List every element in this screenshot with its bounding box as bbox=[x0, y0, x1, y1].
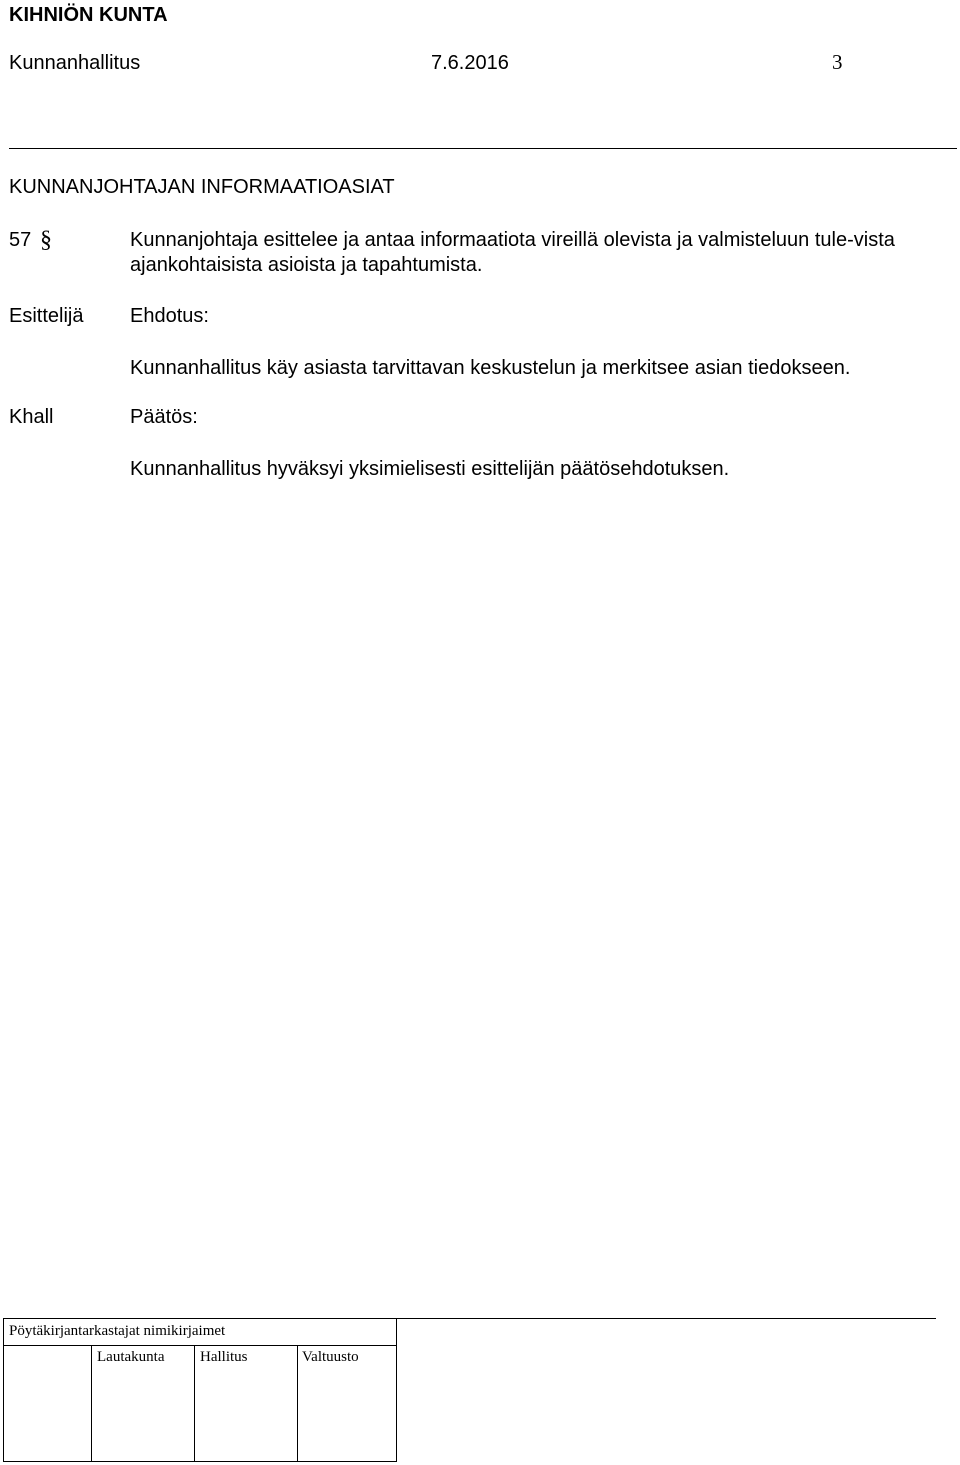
presenter-label: Esittelijä bbox=[9, 305, 84, 327]
committee-name: Kunnanhallitus bbox=[9, 52, 141, 74]
meeting-date: 7.6.2016 bbox=[431, 52, 509, 74]
signature-table bbox=[3, 1318, 397, 1462]
section-sign-icon bbox=[40, 227, 52, 252]
proposal-text: Kunnanhallitus käy asiasta tarvittavan keskustelun ja merkitsee asian tiedokseen. bbox=[130, 357, 851, 379]
signature-column-lautakunta: Lautakunta bbox=[97, 1349, 165, 1365]
proposal-heading: Ehdotus: bbox=[130, 305, 209, 327]
header-divider bbox=[9, 148, 957, 149]
signature-table-column-divider bbox=[91, 1345, 92, 1462]
decision-text: Kunnanhallitus hyväksyi yksimielisesti esittelijän päätösehdotuksen. bbox=[130, 458, 730, 480]
item-description: Kunnanjohtaja esittelee ja antaa informaatiota vireillä olevista ja valmisteluun tule-vista ajankohtaisista asioista ja tapahtumista. bbox=[130, 229, 895, 276]
decision-heading: Päätös: bbox=[130, 406, 198, 428]
signature-table-column-divider bbox=[194, 1345, 195, 1462]
footer-divider bbox=[396, 1318, 936, 1319]
svg-text:§: § bbox=[40, 227, 52, 252]
signature-column-hallitus: Hallitus bbox=[200, 1349, 248, 1365]
signature-column-valtuusto: Valtuusto bbox=[302, 1349, 359, 1365]
item-number: 57 bbox=[9, 229, 32, 251]
signature-table-column-divider bbox=[297, 1345, 298, 1462]
signature-table-row-divider bbox=[4, 1345, 396, 1346]
organization-name: KIHNIÖN KUNTA bbox=[9, 4, 168, 26]
page-number: 3 bbox=[832, 50, 843, 74]
signature-table-title: Pöytäkirjantarkastajat nimikirjaimet bbox=[9, 1323, 226, 1339]
decision-body-label: Khall bbox=[9, 406, 54, 428]
section-title: KUNNANJOHTAJAN INFORMAATIOASIAT bbox=[9, 176, 395, 198]
